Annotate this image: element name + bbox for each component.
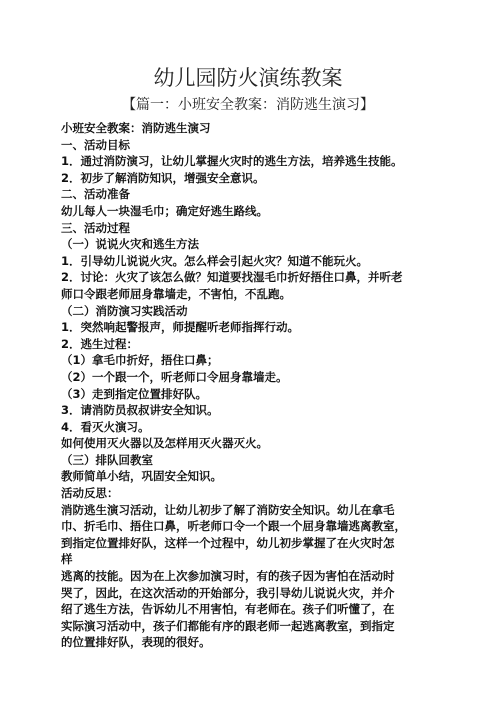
body-line: 实际演习活动中，孩子们都能有序的跟老师一起逃离教室，到指定 [61, 618, 395, 633]
body-line: 如何使用灭火器以及怎样用灭火器灭火。 [61, 436, 268, 451]
document-subtitle: 【篇一：小班安全教案：消防逃生演习】 [122, 97, 374, 113]
body-line: 三、活动过程 [61, 220, 130, 235]
body-line: 样 [61, 552, 73, 567]
document-body [61, 120, 441, 651]
body-line: 师口令跟老师屈身靠墙走，不害怕，不乱跑。 [61, 286, 291, 301]
body-line: （1）拿毛巾折好，捂住口鼻； [61, 353, 219, 368]
body-line: （3）走到指定位置排好队。 [61, 386, 208, 401]
body-line: 2．讨论：火灾了该怎么做？知道要找湿毛巾折好捂住口鼻，并听老 [61, 270, 403, 285]
body-line: 1．通过消防演习，让幼儿掌握火灾时的逃生方法，培养逃生技能。 [61, 154, 403, 169]
body-line: 1．突然响起警报声，师提醒听老师指挥行动。 [61, 320, 299, 335]
body-line: 3．请消防员叔叔讲安全知识。 [61, 403, 219, 418]
body-line: 2．初步了解消防知识，增强安全意识。 [61, 170, 265, 185]
body-line: （二）消防演习实践活动 [61, 303, 188, 318]
body-line: 逃离的技能。因为在上次参加演习时，有的孩子因为害怕在活动时 [61, 569, 395, 584]
body-line: 绍了逃生方法，告诉幼儿不用害怕，有老师在。孩子们听懂了，在 [61, 602, 395, 617]
body-line: 教师简单小结，巩固安全知识。 [61, 469, 222, 484]
body-line: （三）排队回教室 [61, 452, 153, 467]
body-line: 活动反思： [61, 486, 119, 501]
body-line: 1．引导幼儿说说火灾。怎么样会引起火灾？知道不能玩火。 [61, 253, 368, 268]
body-line: 巾、折毛巾、捂住口鼻，听老师口令一个跟一个屈身靠墙逃离教室， [61, 519, 406, 534]
body-line: 4．看灭火演习。 [61, 419, 150, 434]
document-title: 幼儿园防火演练教案 [153, 66, 343, 90]
body-line: 小班安全教案：消防逃生演习 [61, 121, 211, 135]
body-line: 到指定位置排好队，这样一个过程中，幼儿初步掌握了在火灾时怎 [61, 535, 395, 550]
body-line: 幼儿每人一块湿毛巾；确定好逃生路线。 [61, 203, 268, 218]
body-line: 二、活动准备 [61, 187, 130, 202]
body-line: 一、活动目标 [61, 137, 130, 152]
body-line: 的位置排好队，表现的很好。 [61, 635, 211, 650]
body-line: 哭了，因此，在这次活动的开始部分，我引导幼儿说说火灾，并介 [61, 585, 395, 600]
body-line: 2．逃生过程： [61, 336, 139, 351]
body-line: 消防逃生演习活动，让幼儿初步了解了消防安全知识。幼儿在拿毛 [61, 502, 395, 517]
body-line: （2）一个跟一个，听老师口令屈身靠墙走。 [61, 369, 288, 384]
body-line: （一）说说火灾和逃生方法 [61, 237, 199, 252]
